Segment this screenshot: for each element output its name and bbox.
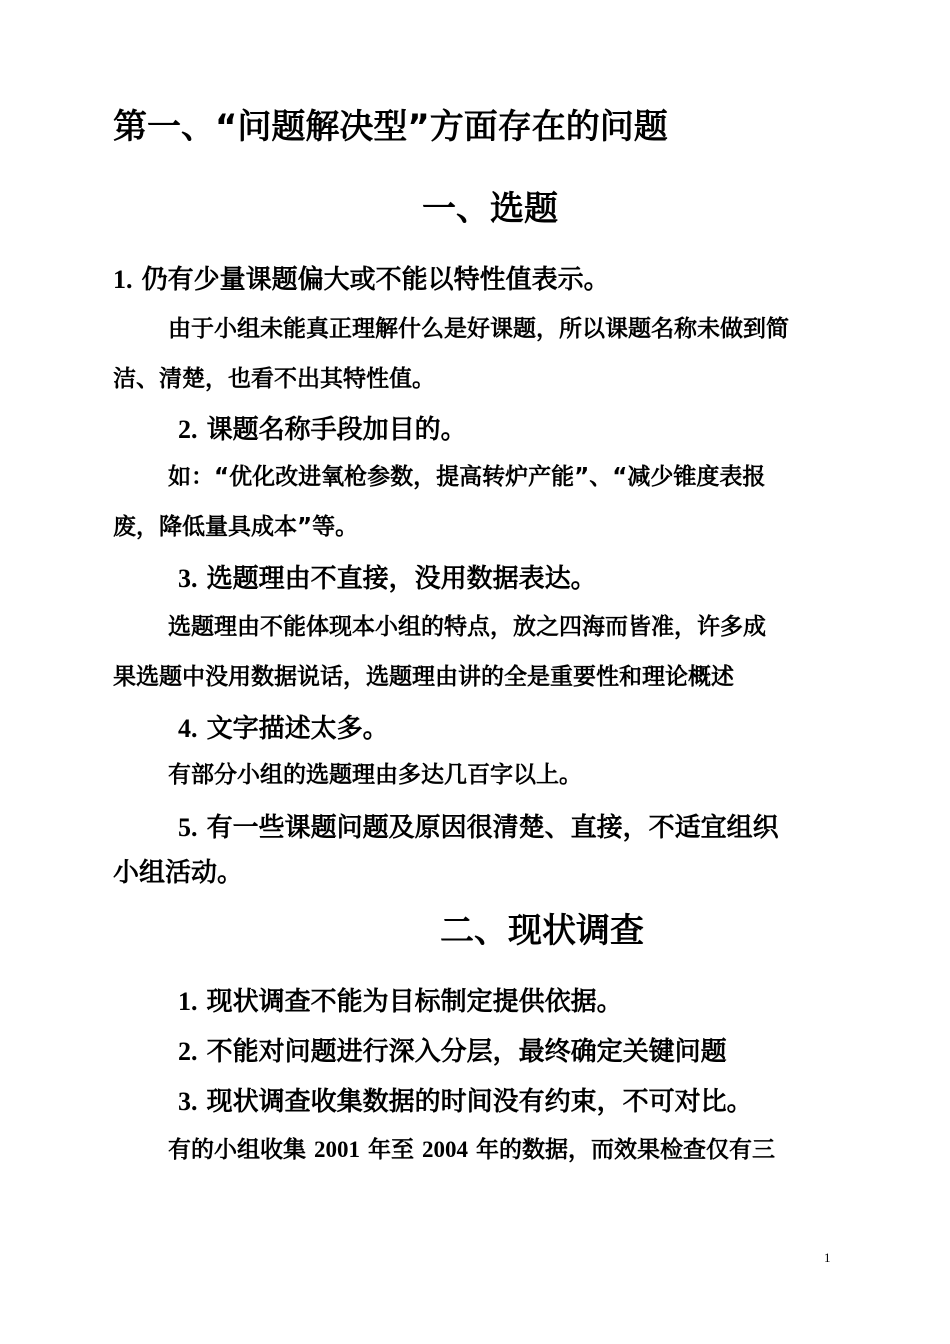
item-heading-text: 课题名称手段加目的。 bbox=[206, 415, 467, 445]
body-line: 废，降低量具成本”等。 bbox=[113, 514, 359, 540]
item-number: 1. bbox=[178, 987, 198, 1016]
item-heading bbox=[178, 989, 623, 1015]
item-heading bbox=[178, 1089, 753, 1115]
item-number: 2. bbox=[178, 415, 198, 444]
body-line: 选题理由不能体现本小组的特点，放之四海而皆准，许多成 bbox=[168, 614, 766, 640]
item-number: 2. bbox=[178, 1037, 198, 1066]
item-heading-continuation: 小组活动。 bbox=[113, 858, 244, 888]
item-heading bbox=[178, 566, 597, 592]
body-line: 由于小组未能真正理解什么是好课题，所以课题名称未做到简 bbox=[168, 316, 789, 342]
document-title: 第一、“问题解决型”方面存在的问题 bbox=[113, 107, 668, 147]
item-heading bbox=[178, 1039, 727, 1065]
body-line bbox=[168, 1138, 775, 1162]
item-heading bbox=[178, 417, 467, 443]
item-heading bbox=[113, 267, 610, 293]
item-heading-text: 选题理由不直接，没用数据表达。 bbox=[206, 564, 597, 594]
body-text-segment: 年的数据，而效果检查仅有三 bbox=[468, 1137, 776, 1163]
item-number: 3. bbox=[178, 1087, 198, 1116]
item-heading-text: 仍有少量课题偏大或不能以特性值表示。 bbox=[141, 265, 610, 295]
item-heading-text: 有一些课题问题及原因很清楚、直接，不适宜组织 bbox=[206, 813, 779, 843]
section-heading-2: 二、现状调查 bbox=[440, 911, 644, 951]
item-heading-text: 现状调查不能为目标制定提供依据。 bbox=[206, 987, 623, 1017]
body-line: 如：“优化改进氧枪参数，提高转炉产能”、“减少锥度表报 bbox=[168, 464, 766, 490]
section-heading-1: 一、选题 bbox=[422, 189, 558, 229]
item-number: 1. bbox=[113, 265, 133, 294]
body-line: 洁、清楚，也看不出其特性值。 bbox=[113, 366, 435, 392]
body-line: 有部分小组的选题理由多达几百字以上。 bbox=[168, 762, 582, 788]
item-heading-text: 现状调查收集数据的时间没有约束，不可对比。 bbox=[206, 1087, 753, 1117]
item-number: 5. bbox=[178, 813, 198, 842]
item-number: 4. bbox=[178, 714, 198, 743]
item-number: 3. bbox=[178, 564, 198, 593]
item-heading-text: 不能对问题进行深入分层，最终确定关键问题 bbox=[206, 1037, 727, 1067]
year-value: 2004 bbox=[422, 1137, 469, 1162]
body-line: 果选题中没用数据说话，选题理由讲的全是重要性和理论概述 bbox=[113, 664, 734, 690]
item-heading-text: 文字描述太多。 bbox=[206, 714, 389, 744]
body-text-segment: 有的小组收集 bbox=[168, 1137, 315, 1163]
page-number: 1 bbox=[824, 1250, 831, 1265]
item-heading bbox=[178, 716, 389, 742]
item-heading bbox=[178, 815, 779, 841]
year-value: 2001 bbox=[314, 1137, 361, 1162]
body-text-segment: 年至 bbox=[360, 1137, 423, 1163]
